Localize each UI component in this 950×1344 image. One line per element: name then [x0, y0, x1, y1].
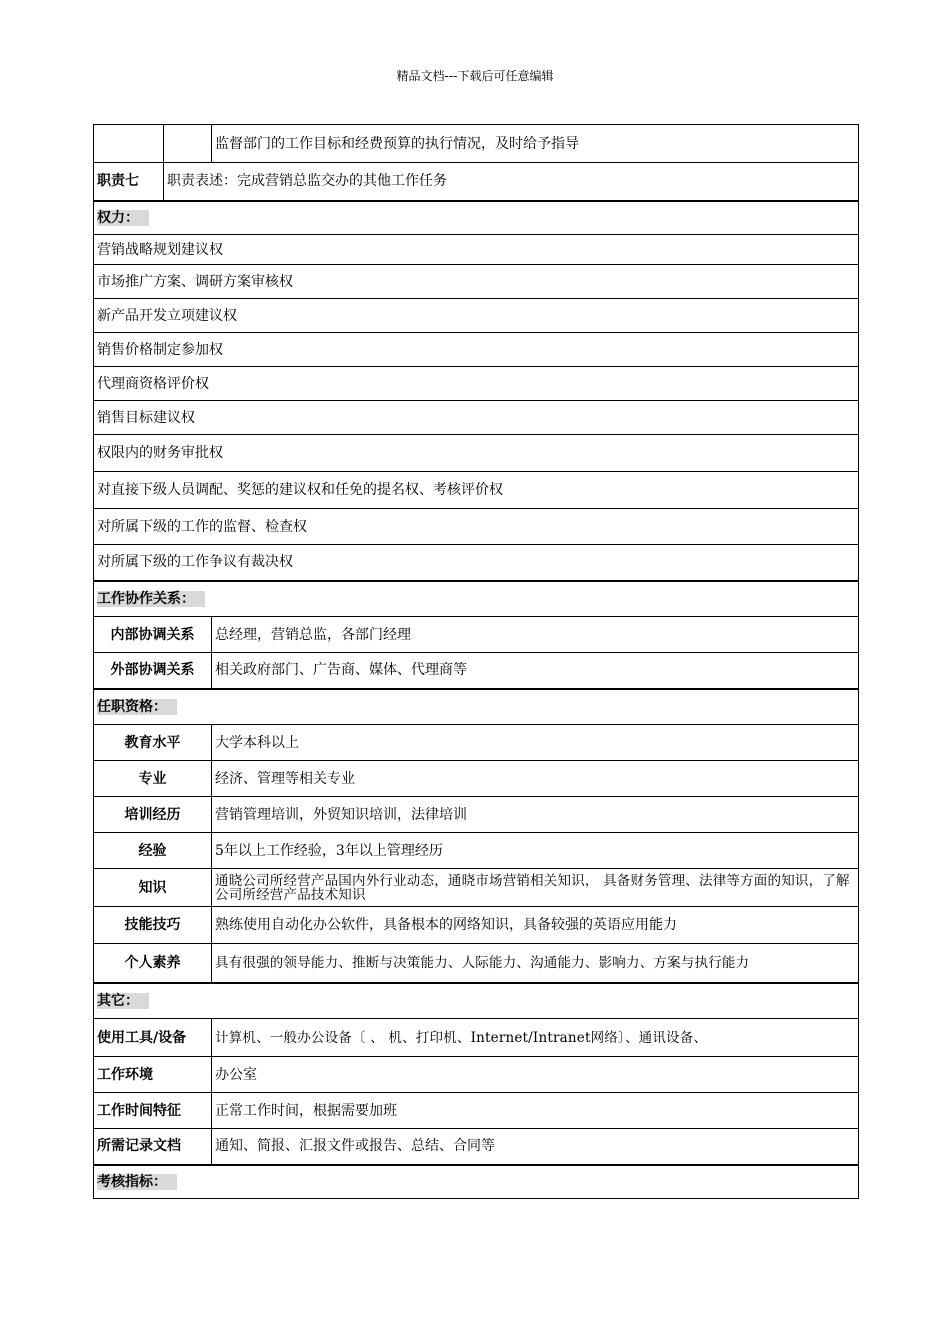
authority-item	[94, 265, 859, 299]
authority-item	[94, 299, 859, 333]
authority-item-text: 对所属下级的工作争议有裁决权	[94, 545, 859, 581]
empty-cell	[164, 125, 212, 163]
cooperation-value: 相关政府部门、广告商、媒体、代理商等	[212, 653, 859, 689]
other-row	[94, 1129, 859, 1165]
other-value: 办公室	[212, 1057, 859, 1093]
other-label: 工作环境	[94, 1057, 212, 1093]
other-label: 工作时间特征	[94, 1093, 212, 1129]
qualification-value: 通晓公司所经营产品国内外行业动态，通晓市场营销相关知识， 具备财务管理、法律等方面的知识，了解公司所经营产品技术知识	[212, 869, 859, 907]
other-row	[94, 1093, 859, 1129]
page-header: 精品文档---下载后可任意编辑	[396, 69, 554, 83]
duty-detail: 监督部门的工作目标和经费预算的执行情况，及时给予指导	[212, 125, 859, 163]
authority-item	[94, 367, 859, 401]
qualification-row	[94, 869, 859, 907]
empty-cell	[94, 125, 164, 163]
other-section-header	[94, 983, 859, 1019]
authority-item	[94, 545, 859, 581]
cooperation-row	[94, 653, 859, 689]
authority-section-header	[94, 201, 859, 235]
duty-continuation-row	[94, 125, 859, 163]
authority-item-text: 销售价格制定参加权	[94, 333, 859, 367]
qualification-value: 营销管理培训，外贸知识培训，法律培训	[212, 797, 859, 833]
authority-item	[94, 509, 859, 545]
other-row	[94, 1019, 859, 1057]
other-value: 通知、简报、汇报文件或报告、总结、合同等	[212, 1129, 859, 1165]
qualification-row	[94, 761, 859, 797]
other-label: 所需记录文档	[94, 1129, 212, 1165]
cooperation-section-header	[94, 581, 859, 617]
authority-item-text: 对直接下级人员调配、奖惩的建议权和任免的提名权、考核评价权	[94, 472, 859, 509]
qualification-value: 大学本科以上	[212, 725, 859, 761]
qualification-row	[94, 797, 859, 833]
qualification-value: 经济、管理等相关专业	[212, 761, 859, 797]
authority-item-text: 权限内的财务审批权	[94, 435, 859, 472]
authority-item-text: 新产品开发立项建议权	[94, 299, 859, 333]
qualification-label: 专业	[94, 761, 212, 797]
job-description-table	[93, 124, 859, 1199]
cooperation-row	[94, 617, 859, 653]
cooperation-label: 内部协调关系	[94, 617, 212, 653]
qualification-row	[94, 907, 859, 944]
qualification-label: 知识	[94, 869, 212, 907]
other-value: 正常工作时间，根据需要加班	[212, 1093, 859, 1129]
authority-item-text: 销售目标建议权	[94, 401, 859, 435]
qualification-row	[94, 725, 859, 761]
qualification-row	[94, 944, 859, 983]
authority-item	[94, 333, 859, 367]
authority-item-text: 市场推广方案、调研方案审核权	[94, 265, 859, 299]
authority-item	[94, 401, 859, 435]
qualification-label: 教育水平	[94, 725, 212, 761]
authority-item-text: 代理商资格评价权	[94, 367, 859, 401]
qualification-label: 个人素养	[94, 944, 212, 983]
authority-item-text: 营销战略规划建议权	[94, 235, 859, 265]
authority-item-text: 对所属下级的工作的监督、检查权	[94, 509, 859, 545]
authority-item	[94, 472, 859, 509]
duty7-text: 职责表述：完成营销总监交办的其他工作任务	[164, 163, 859, 201]
authority-title: 权力：	[97, 210, 149, 226]
qualification-row	[94, 833, 859, 869]
cooperation-value: 总经理，营销总监，各部门经理	[212, 617, 859, 653]
other-title: 其它：	[97, 993, 149, 1009]
qualification-label: 技能技巧	[94, 907, 212, 944]
authority-item	[94, 435, 859, 472]
qualification-label: 培训经历	[94, 797, 212, 833]
other-row	[94, 1057, 859, 1093]
other-value: 计算机、一般办公设备〔 、 机、打印机、Internet/Intranet网络〕、通讯设备、	[212, 1019, 859, 1057]
duty7-label: 职责七	[94, 163, 164, 201]
qualification-value: 熟练使用自动化办公软件，具备根本的网络知识，具备较强的英语应用能力	[212, 907, 859, 944]
qualification-title: 任职资格：	[97, 699, 177, 715]
assessment-section-header	[94, 1165, 859, 1199]
assessment-title: 考核指标：	[97, 1174, 177, 1190]
qualification-section-header	[94, 689, 859, 725]
other-label: 使用工具/设备	[94, 1019, 212, 1057]
qualification-value: 5年以上工作经验，3年以上管理经历	[212, 833, 859, 869]
cooperation-label: 外部协调关系	[94, 653, 212, 689]
authority-item	[94, 235, 859, 265]
cooperation-title: 工作协作关系：	[97, 591, 205, 607]
qualification-label: 经验	[94, 833, 212, 869]
duty7-row	[94, 163, 859, 201]
qualification-value: 具有很强的领导能力、推断与决策能力、人际能力、沟通能力、影响力、方案与执行能力	[212, 944, 859, 983]
